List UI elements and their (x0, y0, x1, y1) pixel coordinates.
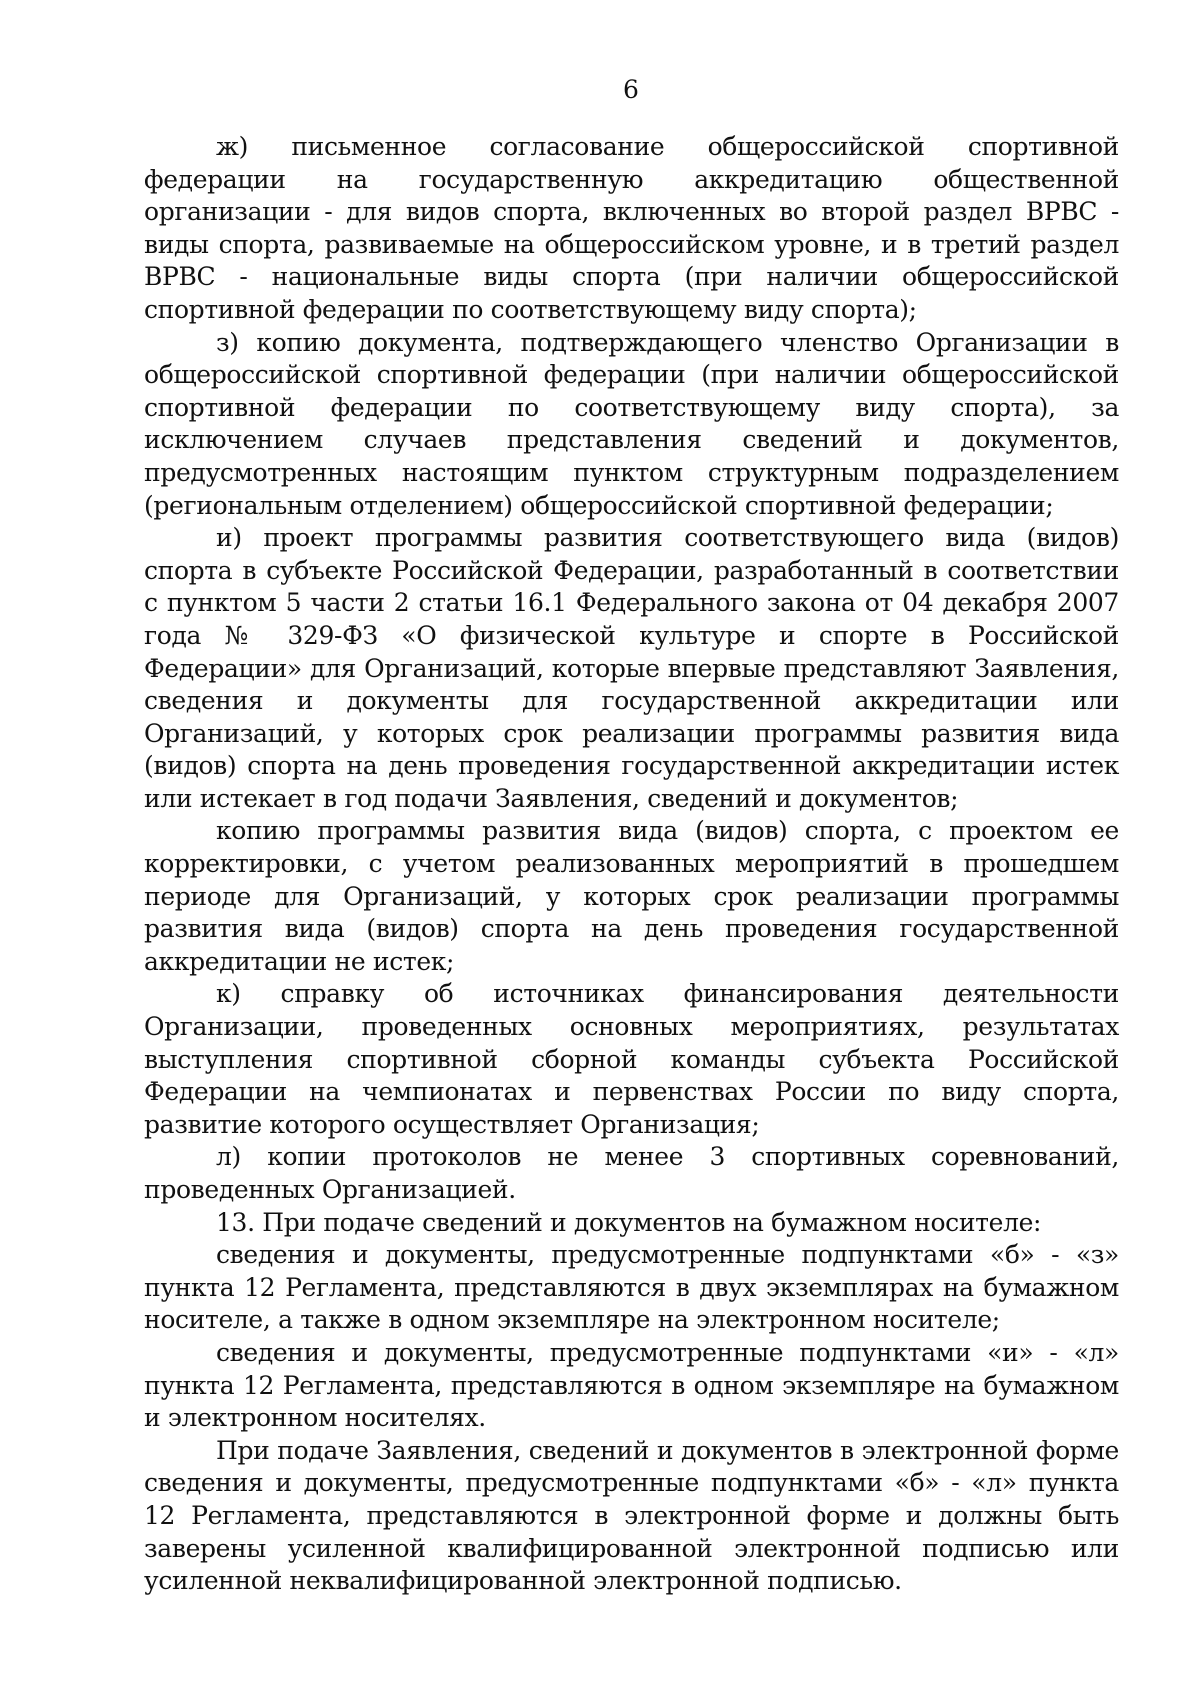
paragraph-paper-b-z: сведения и документы, предусмотренные подпунктами «б» - «з» пункта 12 Регламента, представляются в двух экземплярах на бумажном носителе, а также в одном экземпляре на электронном носителе; (144, 1240, 1119, 1335)
paragraph-item-i: и) проект программы развития соответствующего вида (видов) спорта в субъекте Российской Федерации, разработанный в соответствии с пунктом 5 части 2 статьи 16.1 Федерального закона от 04 декабря 2007 года № 329-ФЗ «О физической культуре и спорте в Российской Федерации» для Организаций, которые впервые представляют Заявления, сведения и документы для государственной аккредитации или Организаций, у которых срок реализации программы развития вида (видов) спорта на день проведения государственной аккредитации истек или истекает в год подачи Заявления, сведений и документов; (144, 523, 1119, 813)
paragraph-program-copy: копию программы развития вида (видов) спорта, с проектом ее корректировки, с учетом реализованных мероприятий в прошедшем периоде для Организаций, у которых срок реализации программы развития вида (видов) спорта на день проведения государственной аккредитации не истек; (144, 816, 1119, 976)
paragraph-paper-i-l: сведения и документы, предусмотренные подпунктами «и» - «л» пункта 12 Регламента, представляются в одном экземпляре на бумажном и электронном носителях. (144, 1337, 1119, 1433)
document-body (144, 131, 1119, 1598)
paragraph-item-k: к) справку об источниках финансирования деятельности Организации, проведенных основных мероприятиях, результатах выступления спортивной сборной команды субъекта Российской Федерации на чемпионатах и первенствах России по виду спорта, развитие которого осуществляет Организация; (144, 979, 1119, 1139)
paragraph-item-l: л) копии протоколов не менее 3 спортивных соревнований, проведенных Организацией. (144, 1142, 1119, 1204)
paragraph-item-zh: ж) письменное согласование общероссийской спортивной федерации на государственную аккредитацию общественной организации - для видов спорта, включенных во второй раздел ВРВС - виды спорта, развиваемые на общероссийском уровне, и в третий раздел ВРВС - национальные виды спорта (при наличии общероссийской спортивной федерации по соответствующему виду спорта); (144, 132, 1119, 324)
paragraph-item-z: з) копию документа, подтверждающего членство Организации в общероссийской спортивной федерации (при наличии общероссийской спортивной федерации по соответствующему виду спорта), за исключением случаев представления сведений и документов, предусмотренных настоящим пунктом структурным подразделением (региональным отделением) общероссийской спортивной федерации; (144, 327, 1119, 520)
page-number: 6 (623, 75, 639, 104)
paragraph-section-13: 13. При подаче сведений и документов на бумажном носителе: (216, 1207, 1042, 1237)
paragraph-electronic-form: При подаче Заявления, сведений и документов в электронной форме сведения и документы, предусмотренные подпунктами «б» - «л» пункта 12 Регламента, представляются в электронной форме и должны быть заверены усиленной квалифицированной электронной подписью или усиленной неквалифицированной электронной подписью. (144, 1435, 1119, 1596)
